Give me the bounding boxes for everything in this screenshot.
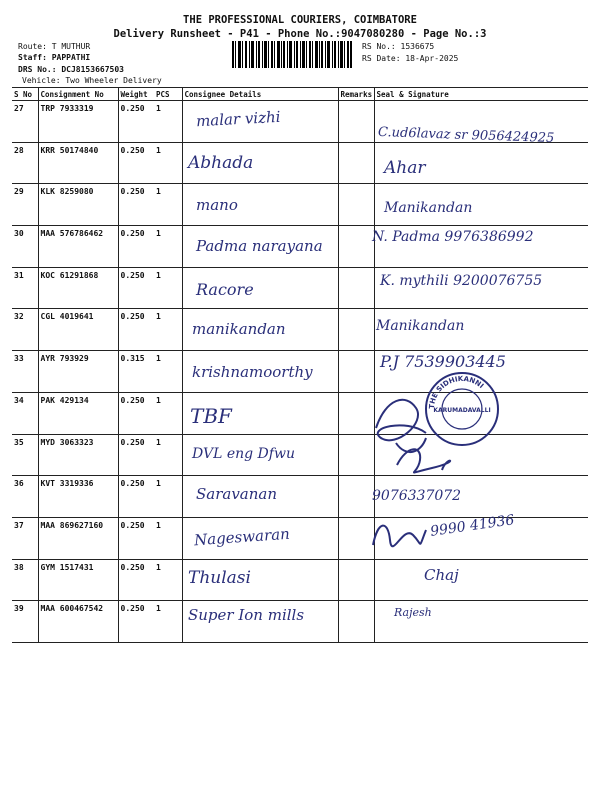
weight-cell: 0.315 [118,351,154,393]
barcode-image [232,41,352,68]
table-row [12,309,588,351]
pcs-cell: 1 [154,434,182,476]
handwritten-signature: Rajesh [394,606,432,619]
pcs-cell: 1 [154,476,182,518]
weight-cell: 0.250 [118,226,154,268]
remarks-cell [338,351,374,393]
weight-cell: 0.250 [118,392,154,434]
handwritten-consignee: Racore [196,280,254,299]
sno-cell: 33 [12,351,38,393]
pcs-cell: 1 [154,392,182,434]
remarks-cell [338,601,374,643]
handwritten-consignee: Nageswaran [193,524,291,550]
consignment-cell: GYM 1517431 [38,559,118,601]
remarks-cell [338,101,374,143]
table-header-row [12,88,588,101]
consignment-cell: KOC 61291868 [38,267,118,309]
weight-cell: 0.250 [118,184,154,226]
handwritten-consignee: Saravanan [196,485,278,503]
remarks-cell [338,476,374,518]
col-header-consignment: Consignment No [38,88,118,101]
handwritten-signature: Manikandan [384,200,473,216]
pcs-cell: 1 [154,351,182,393]
pcs-cell: 1 [154,559,182,601]
remarks-cell [338,267,374,309]
weight-cell: 0.250 [118,601,154,643]
col-header-weight: Weight [118,88,154,101]
table-row [12,184,588,226]
consignment-cell: MYD 3063323 [38,434,118,476]
weight-cell: 0.250 [118,476,154,518]
rs-date: RS Date: 18-Apr-2025 [362,54,459,63]
consignment-cell: KVT 3319336 [38,476,118,518]
remarks-cell [338,226,374,268]
remarks-cell [338,559,374,601]
handwritten-signature: K. mythili 9200076755 [380,273,543,289]
rs-number: RS No.: 1536675 [362,42,435,51]
handwritten-signature: 9076337072 [372,488,462,504]
handwritten-consignee: TBF [190,404,232,428]
pcs-cell: 1 [154,601,182,643]
stamp-ring-text: THE SIDHIKANNI [427,374,486,410]
handwritten-consignee: Abhada [188,153,254,173]
weight-cell: 0.250 [118,309,154,351]
pcs-cell: 1 [154,184,182,226]
sno-cell: 39 [12,601,38,643]
sno-cell: 34 [12,392,38,434]
col-header-signature: Seal & Signature [374,88,588,101]
stamp-center-text: KARUMADAVALLI [433,407,491,414]
handwritten-consignee: mano [196,196,238,214]
sno-cell: 36 [12,476,38,518]
pcs-cell: 1 [154,267,182,309]
consignment-cell: AYR 793929 [38,351,118,393]
col-header-remarks: Remarks [338,88,374,101]
col-header-pcs: PCS [154,88,182,101]
weight-cell: 0.250 [118,434,154,476]
consignment-cell: CGL 4019641 [38,309,118,351]
weight-cell: 0.250 [118,517,154,559]
sno-cell: 35 [12,434,38,476]
sno-cell: 32 [12,309,38,351]
handwritten-consignee: krishnamoorthy [192,363,313,381]
handwritten-consignee: manikandan [192,320,286,338]
consignment-cell: MAA 576786462 [38,226,118,268]
staff-label: Staff: PAPPATHI [18,53,91,62]
handwritten-consignee: Padma narayana [196,237,323,255]
col-header-consignee: Consignee Details [182,88,338,101]
weight-cell: 0.250 [118,101,154,143]
company-title: THE PROFESSIONAL COURIERS, COIMBATORE [183,14,417,26]
consignment-cell: KLK 8259080 [38,184,118,226]
consignment-cell: PAK 429134 [38,392,118,434]
sno-cell: 37 [12,517,38,559]
handwritten-signature: P.J 7539903445 [380,352,506,371]
table-row [12,392,588,434]
consignment-cell: MAA 869627160 [38,517,118,559]
consignment-cell: TRP 7933319 [38,101,118,143]
seal-stamp [423,370,501,448]
handwritten-consignee: DVL eng Dfwu [192,446,295,462]
runsheet-subtitle: Delivery Runsheet - P41 - Phone No.:9047080280 - Page No.:3 [113,28,487,40]
table-row [12,142,588,184]
pcs-cell: 1 [154,142,182,184]
weight-cell: 0.250 [118,559,154,601]
handwritten-signature: 9990 41936 [429,512,516,540]
handwritten-consignee: Thulasi [188,568,251,588]
signature-cell [374,559,588,601]
weight-cell: 0.250 [118,267,154,309]
table-row [12,559,588,601]
svg-text:THE SIDHIKANNI [428,375,485,409]
signature-scribble [368,515,428,555]
pcs-cell: 1 [154,517,182,559]
sno-cell: 28 [12,142,38,184]
vehicle-label: Vehicle: Two Wheeler Delivery [22,76,162,85]
sno-cell: 31 [12,267,38,309]
pcs-cell: 1 [154,309,182,351]
col-header-sno: S No [12,88,38,101]
pcs-cell: 1 [154,101,182,143]
handwritten-consignee: malar vizhi [195,107,281,131]
consignment-cell: MAA 600467542 [38,601,118,643]
drs-number: DRS No.: DCJ8153667503 [18,65,124,74]
remarks-cell [338,184,374,226]
handwritten-signature: N. Padma 9976386992 [372,229,534,245]
handwritten-signature: C.ud6lavaz sr 9056424925 [377,124,555,147]
consignment-cell: KRR 50174840 [38,142,118,184]
remarks-cell [338,142,374,184]
weight-cell: 0.250 [118,142,154,184]
handwritten-signature: Manikandan [376,318,465,334]
sno-cell: 29 [12,184,38,226]
route-label: Route: T MUTHUR [18,42,91,51]
remarks-cell [338,309,374,351]
handwritten-signature: Ahar [384,158,426,178]
sno-cell: 27 [12,101,38,143]
sno-cell: 30 [12,226,38,268]
table-row [12,434,588,476]
handwritten-signature: Chaj [424,566,459,584]
sno-cell: 38 [12,559,38,601]
table-row [12,476,588,518]
handwritten-consignee: Super Ion mills [188,606,305,624]
pcs-cell: 1 [154,226,182,268]
